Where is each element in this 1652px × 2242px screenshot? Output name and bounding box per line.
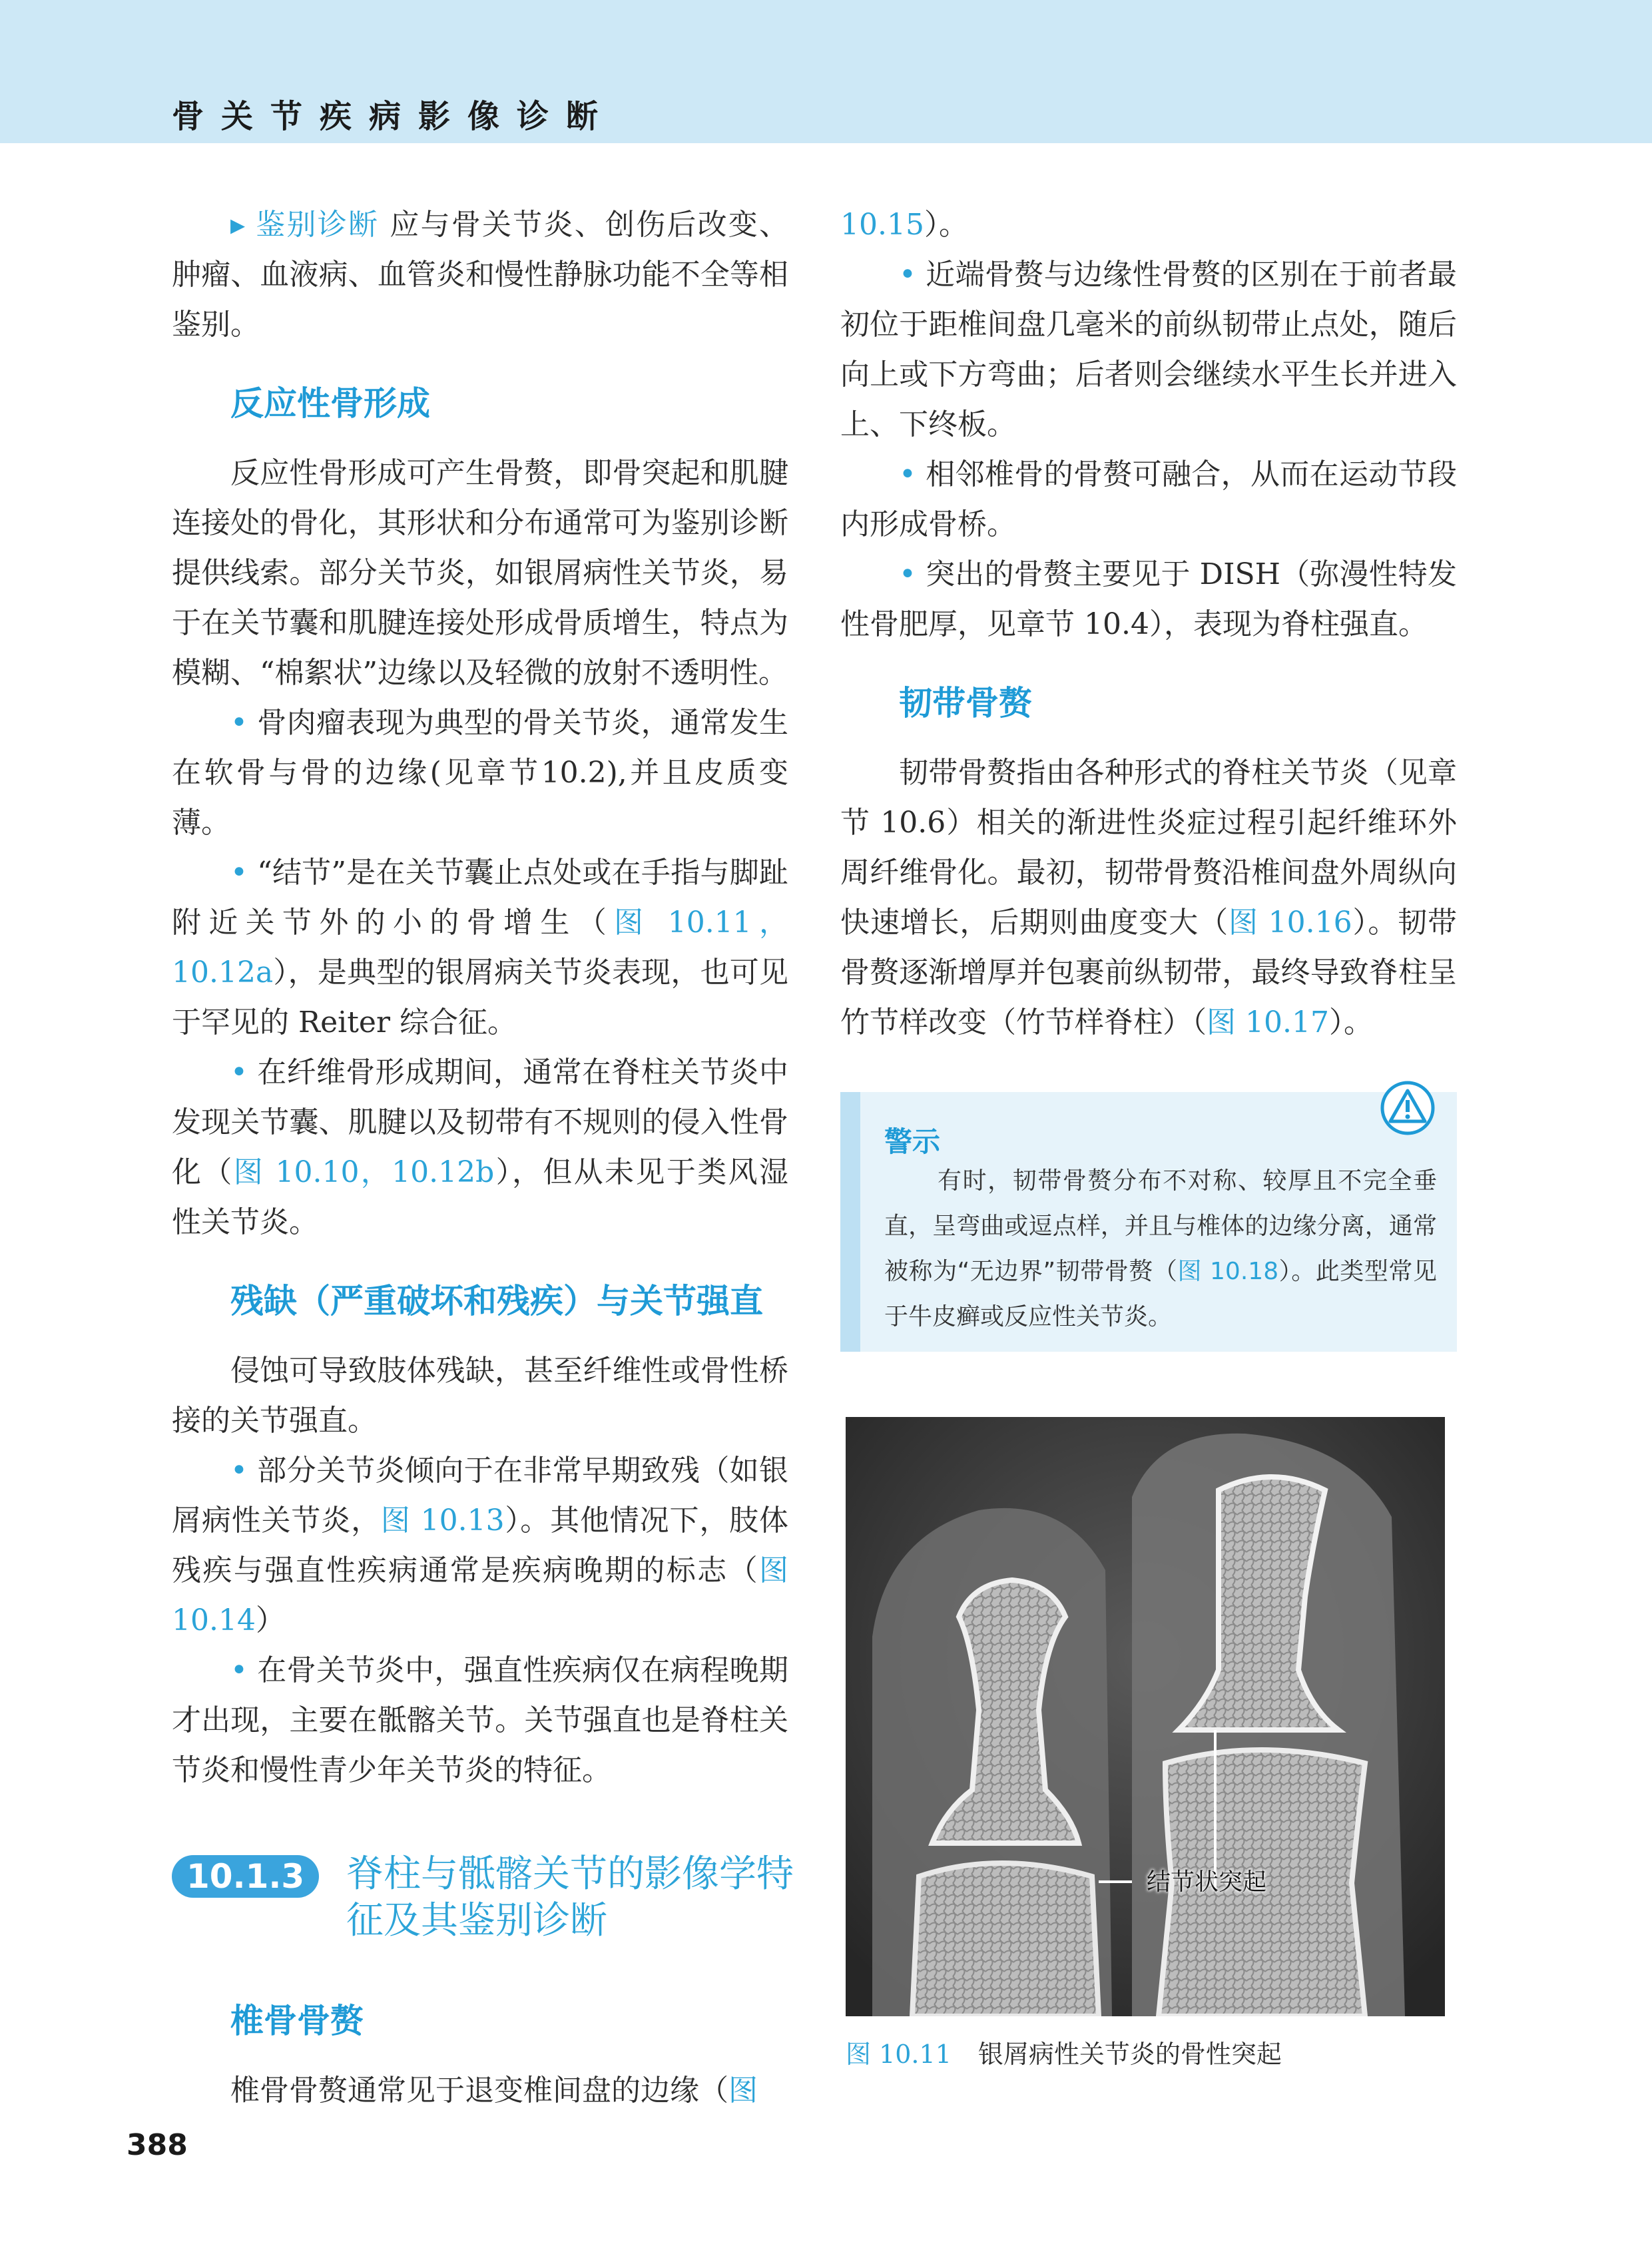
paragraph-text: 韧带骨赘指由各种形式的脊柱关节炎（见章节 10.6）相关的渐进性炎症过程引起纤维环外周纤维骨化。最初，韧带骨赘沿椎间盘外周纵向快速增长，后期则曲度变大（ — [840, 756, 1457, 940]
figure-ref-link[interactable]: 图 10.17 — [1207, 1005, 1329, 1039]
paragraph-syndesmophyte — [840, 748, 1457, 1047]
bullet-dot: • — [230, 856, 258, 890]
bullet-fibro-bone — [172, 1047, 788, 1247]
bullet-dot: • — [899, 258, 926, 292]
bullet-bone-bridge — [840, 449, 1457, 549]
differential-label: ▸ 鉴别诊断 — [230, 208, 380, 242]
warning-text-part: 有时，韧带骨赘分布不对称、较厚且不完全垂直，呈弯曲或逗点样，并且与椎体的边缘分离，通常被称为“无边界”韧带骨赘（ — [884, 1167, 1437, 1285]
heading-reactive-bone: 反应性骨形成 — [230, 384, 430, 423]
bullet-text: 突出的骨赘主要见于 DISH（弥漫性特发性骨肥厚，见章节 10.4），表现为脊柱强直。 — [840, 557, 1457, 641]
bullet-text: ），是典型的银屑病关节炎表现，也可见于罕见的 Reiter 综合征。 — [172, 956, 788, 1039]
figure-caption-number: 图 10.11 — [846, 2040, 952, 2069]
bullet-text: “结节”是在关节囊止点处或在手指与脚趾附近关节外的小的骨增生（ — [172, 856, 788, 940]
bullet-proximal-osteophyte — [840, 250, 1457, 449]
warning-box — [840, 1092, 1457, 1352]
warning-text — [884, 1159, 1437, 1340]
figure-ref-link[interactable]: 图 10.10，10.12b — [233, 1155, 495, 1189]
figure-ref-link[interactable]: 图 10.18 — [1177, 1258, 1279, 1285]
bullet-dot: • — [230, 1653, 258, 1687]
differential-paragraph — [172, 200, 788, 350]
bullet-nodules — [172, 848, 788, 1047]
heading-vertebral-osteophyte: 椎骨骨赘 — [230, 2002, 364, 2040]
figure-ref-link[interactable]: 图 10.11，10.12a — [172, 906, 789, 989]
section-title: 脊柱与骶髂关节的影像学特征及其鉴别诊断 — [346, 1852, 794, 1942]
bullet-text: 骨肉瘤表现为典型的骨关节炎，通常发生在软骨与骨的边缘(见章节10.2),并且皮质变薄。 — [172, 706, 788, 840]
warning-text-part: ）。此类型常见于牛皮癣或反应性关节炎。 — [884, 1258, 1437, 1330]
bullet-dish — [840, 549, 1457, 649]
bullet-dot: • — [230, 1055, 258, 1089]
figure-ref-link[interactable]: 图 — [728, 2074, 758, 2107]
warning-label: 警示 — [884, 1125, 941, 1158]
paragraph-mutilation: 侵蚀可导致肢体残缺，甚至纤维性或骨性桥接的关节强直。 — [172, 1354, 788, 1438]
bullet-osteosarcoma — [172, 698, 788, 848]
bullet-dot: • — [230, 706, 258, 740]
figure-ref-link[interactable]: 10.15 — [840, 208, 924, 242]
running-header: 骨关节疾病影像诊断 — [172, 98, 616, 135]
bullet-text: 近端骨赘与边缘性骨赘的区别在于前者最初位于距椎间盘几毫米的前纵韧带止点处，随后向上或下方弯曲；后者则会继续水平生长并进入上、下终板。 — [840, 258, 1457, 441]
bullet-dot: • — [899, 457, 926, 491]
bullet-text: 在纤维骨形成期间，通常在脊柱关节炎中发现关节囊、肌腱以及韧带有不规则的侵入性骨化（ — [172, 1055, 788, 1189]
heading-syndesmophyte: 韧带骨赘 — [899, 684, 1032, 722]
bullet-text: ） — [255, 1603, 285, 1637]
bullet-ankylosis — [172, 1645, 788, 1795]
paragraph-reactive-bone: 反应性骨形成可产生骨赘，即骨突起和肌腱连接处的骨化，其形状和分布通常可为鉴别诊断提供线索。部分关节炎，如银屑病性关节炎，易于在关节囊和肌腱连接处形成骨质增生，特点为模糊、“棉絮状”边缘以及轻微的放射不透明性。 — [172, 456, 788, 690]
paragraph-text: ）。韧带骨赘逐渐增厚并包裹前纵韧带，最终导致脊柱呈竹节样改变（竹节样脊柱）（ — [840, 906, 1458, 1039]
continued-paragraph — [840, 200, 1457, 250]
paragraph-text: 椎骨骨赘通常见于退变椎间盘的边缘（ — [230, 2074, 728, 2107]
section-number-badge: 10.1.3 — [172, 1855, 319, 1898]
bullet-text: ），但从未见于类风湿性关节炎。 — [172, 1155, 789, 1239]
bullet-text: ）。其他情况下，肢体残疾与强直性疾病通常是疾病晚期的标志（ — [172, 1504, 789, 1587]
figure-caption — [846, 2034, 1282, 2074]
bullet-text: 相邻椎骨的骨赘可融合，从而在运动节段内形成骨桥。 — [840, 457, 1457, 541]
figure-ref-link[interactable]: 图 10.14 — [172, 1553, 788, 1637]
heading-mutilation: 残缺（严重破坏和残疾）与关节强直 — [230, 1282, 763, 1320]
paragraph-vertebral-osteophyte — [172, 2066, 788, 2115]
figure-caption-text: 银屑病性关节炎的骨性突起 — [977, 2040, 1282, 2069]
bullet-text: 在骨关节炎中，强直性疾病仅在病程晚期才出现，主要在骶髂关节。关节强直也是脊柱关节炎和慢性青少年关节炎的特征。 — [172, 1653, 788, 1787]
xray-annotation-label: 结节状突起 — [1147, 1868, 1267, 1896]
differential-text: 应与骨关节炎、创伤后改变、肿瘤、血液病、血管炎和慢性静脉功能不全等相鉴别。 — [172, 208, 789, 342]
warning-icon — [1380, 1080, 1436, 1136]
xray-figure — [846, 1417, 1445, 2016]
paragraph-text: ）。 — [1328, 1005, 1373, 1039]
figure-ref-link[interactable]: 图 10.16 — [1228, 906, 1352, 940]
left-column — [172, 200, 794, 2115]
bullet-early-disability — [172, 1446, 788, 1645]
bullet-dot: • — [230, 1454, 258, 1488]
right-column — [840, 200, 1457, 1047]
section-heading — [172, 1851, 794, 1951]
bullet-dot: • — [899, 557, 926, 591]
paragraph-text: ）。 — [924, 208, 968, 242]
figure-ref-link[interactable]: 图 10.13 — [380, 1504, 505, 1538]
bullet-text: 部分关节炎倾向于在非常早期致残（如银屑病性关节炎， — [172, 1454, 788, 1538]
page-number: 388 — [127, 2128, 188, 2162]
